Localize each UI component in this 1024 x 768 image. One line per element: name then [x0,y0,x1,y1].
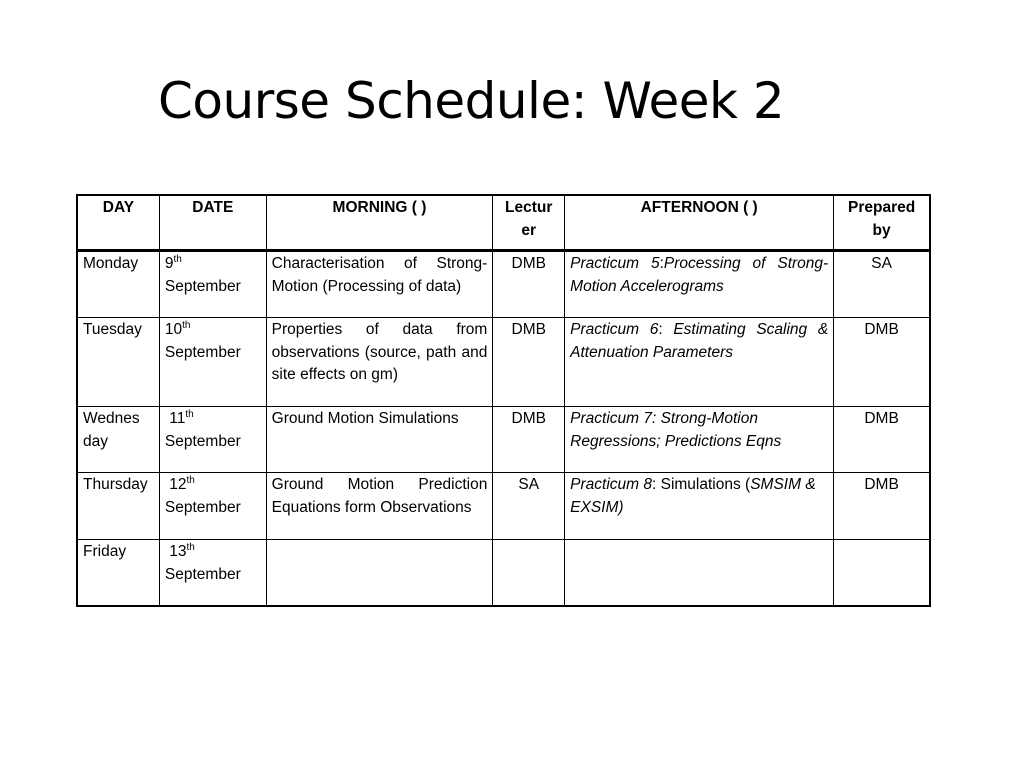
table-row [77,540,930,607]
cell-day: Wednes day [77,407,159,473]
practicum-sep: : [659,255,664,272]
date-month: September [164,343,241,361]
cell-afternoon: Practicum 7: Strong-Motion Regressions; Predictions Eqns [565,407,834,473]
cell-morning [266,540,493,607]
date-month: September [164,432,241,450]
cell-day: Thursday [77,473,159,540]
cell-afternoon [565,473,834,540]
cell-prepared-by: DMB [834,318,930,407]
header-row [77,195,930,251]
practicum-title: Processing of Strong-Motion Accelerograms [570,255,829,295]
cell-date [159,318,266,407]
cell-lecturer: DMB [493,407,565,473]
cell-prepared-by: DMB [834,473,930,540]
date-suffix: th [186,474,195,486]
cell-afternoon [565,251,834,318]
cell-prepared-by [834,540,930,607]
cell-lecturer [493,540,565,607]
cell-morning: Ground Motion Simulations [266,407,493,473]
cell-day: Tuesday [77,318,159,407]
practicum-title: Estimating Scaling & Attenuation Parameters [570,321,829,361]
cell-date [159,540,266,607]
practicum-label: Practicum 6 [570,321,659,338]
date-number: 13 [169,543,187,560]
cell-lecturer: DMB [493,318,565,407]
date-suffix: th [185,408,194,420]
table-row [77,318,930,407]
header-date: DATE [159,195,266,251]
date-number: 11 [169,410,186,427]
practicum-label: Practicum 8 [570,476,652,493]
cell-date [159,407,266,473]
cell-prepared-by: DMB [834,407,930,473]
date-suffix: th [186,541,195,553]
date-suffix: th [182,319,191,331]
cell-day: Friday [77,540,159,607]
cell-lecturer: DMB [493,251,565,318]
date-month: September [164,498,241,516]
slide-title: Course Schedule: Week 2 [158,72,785,130]
date-month: September [164,565,241,583]
date-suffix: th [173,253,182,265]
cell-morning: Ground Motion Prediction Equations form Observations [266,473,493,540]
cell-date [159,473,266,540]
practicum-label: Practicum 5 [570,255,660,272]
schedule-table [76,194,931,607]
cell-prepared-by: SA [834,251,930,318]
date-month: September [164,277,241,295]
practicum-sep: : [658,321,674,338]
header-lecturer: Lectur er [493,195,565,251]
date-number: 12 [169,476,187,493]
practicum-title: SMSIM & EXSIM) [570,476,816,516]
practicum-sep: : Simulations ( [652,476,751,493]
cell-morning: Characterisation of Strong-Motion (Processing of data) [266,251,493,318]
cell-lecturer: SA [493,473,565,540]
cell-day: Monday [77,251,159,318]
cell-morning: Properties of data from observations (source, path and site effects on gm) [266,318,493,407]
header-prepared-by: Prepared by [834,195,930,251]
header-afternoon: AFTERNOON ( ) [565,195,834,251]
cell-afternoon [565,318,834,407]
table-row [77,251,930,318]
header-morning: MORNING ( ) [266,195,493,251]
table-row [77,407,930,473]
cell-afternoon [565,540,834,607]
date-number: 9 [164,255,174,272]
header-day: DAY [77,195,159,251]
date-number: 10 [164,321,183,338]
cell-date [159,251,266,318]
table-row [77,473,930,540]
